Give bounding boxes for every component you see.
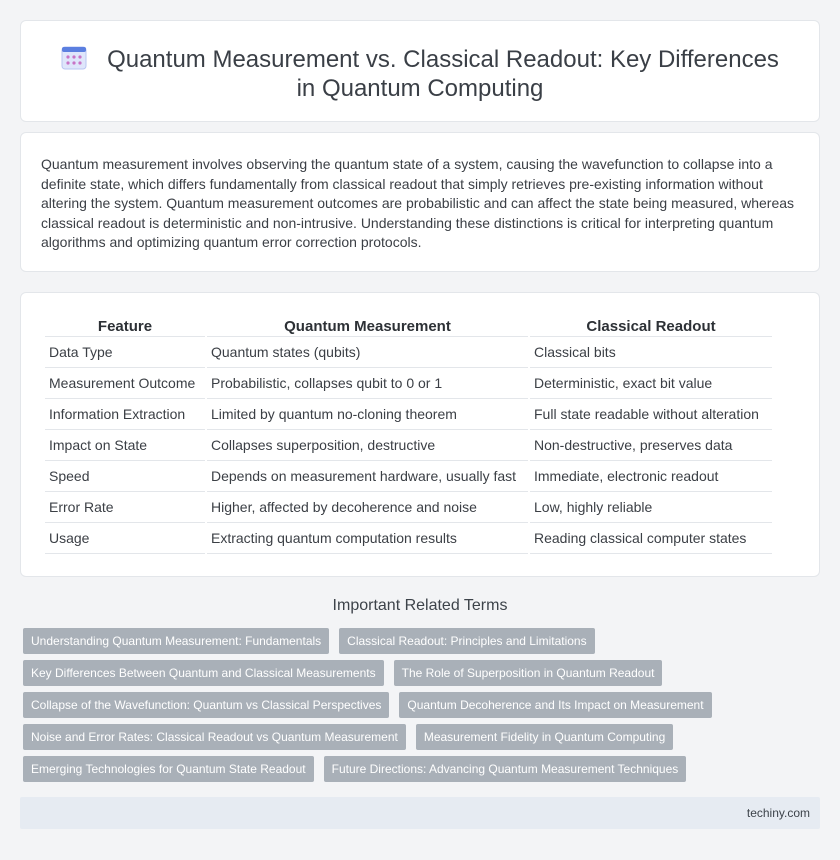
footer xyxy=(20,797,820,829)
related-term-tag[interactable]: Noise and Error Rates: Classical Readout vs Quantum Measurement xyxy=(23,724,406,750)
related-term-tag[interactable]: The Role of Superposition in Quantum Readout xyxy=(394,660,663,686)
cell-classical: Low, highly reliable xyxy=(530,492,772,523)
cell-classical: Deterministic, exact bit value xyxy=(530,368,772,399)
related-term-tag[interactable]: Measurement Fidelity in Quantum Computing xyxy=(416,724,673,750)
comparison-table xyxy=(43,315,774,554)
cell-classical: Full state readable without alteration xyxy=(530,399,772,430)
comparison-card xyxy=(20,292,820,577)
cell-feature: Data Type xyxy=(45,337,205,368)
intro-card xyxy=(20,132,820,272)
cell-quantum: Limited by quantum no-cloning theorem xyxy=(207,399,528,430)
related-terms-heading: Important Related Terms xyxy=(332,597,508,614)
related-term-tag[interactable]: Emerging Technologies for Quantum State Readout xyxy=(23,756,314,782)
table-row xyxy=(45,337,772,368)
cell-classical: Classical bits xyxy=(530,337,772,368)
document-icon xyxy=(61,46,87,70)
intro-paragraph: Quantum measurement involves observing the quantum state of a system, causing the wavefunction to collapse into a definite state, which differs fundamentally from classical readout that simply retrieves pre-existing information without altering the system. Quantum measurement outcomes are probabilistic and can affect the state being measured, whereas classical readout is deterministic and non-intrusive. Understanding these distinctions is critical for interpreting quantum algorithms and optimizing quantum error correction protocols. xyxy=(41,156,795,251)
footer-site-link[interactable]: techiny.com xyxy=(746,806,810,820)
related-term-tag[interactable]: Quantum Decoherence and Its Impact on Measurement xyxy=(399,692,711,718)
related-term-tag[interactable]: Key Differences Between Quantum and Classical Measurements xyxy=(23,660,384,686)
tag-row xyxy=(23,756,823,788)
title-card xyxy=(20,20,820,122)
cell-feature: Speed xyxy=(45,461,205,492)
tag-row xyxy=(23,628,823,660)
header-classical: Classical Readout xyxy=(530,315,772,337)
related-term-tag[interactable]: Understanding Quantum Measurement: Fundamentals xyxy=(23,628,329,654)
header-feature: Feature xyxy=(45,315,205,337)
table-row xyxy=(45,492,772,523)
cell-quantum: Collapses superposition, destructive xyxy=(207,430,528,461)
tag-row xyxy=(23,660,823,692)
cell-quantum: Extracting quantum computation results xyxy=(207,523,528,554)
cell-feature: Information Extraction xyxy=(45,399,205,430)
related-term-tag[interactable]: Collapse of the Wavefunction: Quantum vs Classical Perspectives xyxy=(23,692,389,718)
table-row xyxy=(45,461,772,492)
cell-classical: Reading classical computer states xyxy=(530,523,772,554)
header-quantum: Quantum Measurement xyxy=(207,315,528,337)
table-row xyxy=(45,523,772,554)
table-row xyxy=(45,430,772,461)
cell-feature: Usage xyxy=(45,523,205,554)
cell-quantum: Probabilistic, collapses qubit to 0 or 1 xyxy=(207,368,528,399)
cell-quantum: Depends on measurement hardware, usually fast xyxy=(207,461,528,492)
cell-quantum: Higher, affected by decoherence and noise xyxy=(207,492,528,523)
tag-row xyxy=(23,692,823,724)
cell-feature: Measurement Outcome xyxy=(45,368,205,399)
cell-classical: Non-destructive, preserves data xyxy=(530,430,772,461)
title-text: Quantum Measurement vs. Classical Readout: Key Differences in Quantum Computing xyxy=(107,46,779,102)
cell-feature: Impact on State xyxy=(45,430,205,461)
table-row xyxy=(45,399,772,430)
related-terms-list xyxy=(23,628,823,788)
related-term-tag[interactable]: Future Directions: Advancing Quantum Measurement Techniques xyxy=(324,756,687,782)
related-term-tag[interactable]: Classical Readout: Principles and Limitations xyxy=(339,628,594,654)
cell-classical: Immediate, electronic readout xyxy=(530,461,772,492)
table-row xyxy=(45,368,772,399)
cell-quantum: Quantum states (qubits) xyxy=(207,337,528,368)
tag-row xyxy=(23,724,823,756)
table-header-row xyxy=(45,315,772,337)
cell-feature: Error Rate xyxy=(45,492,205,523)
page-title xyxy=(61,45,779,103)
